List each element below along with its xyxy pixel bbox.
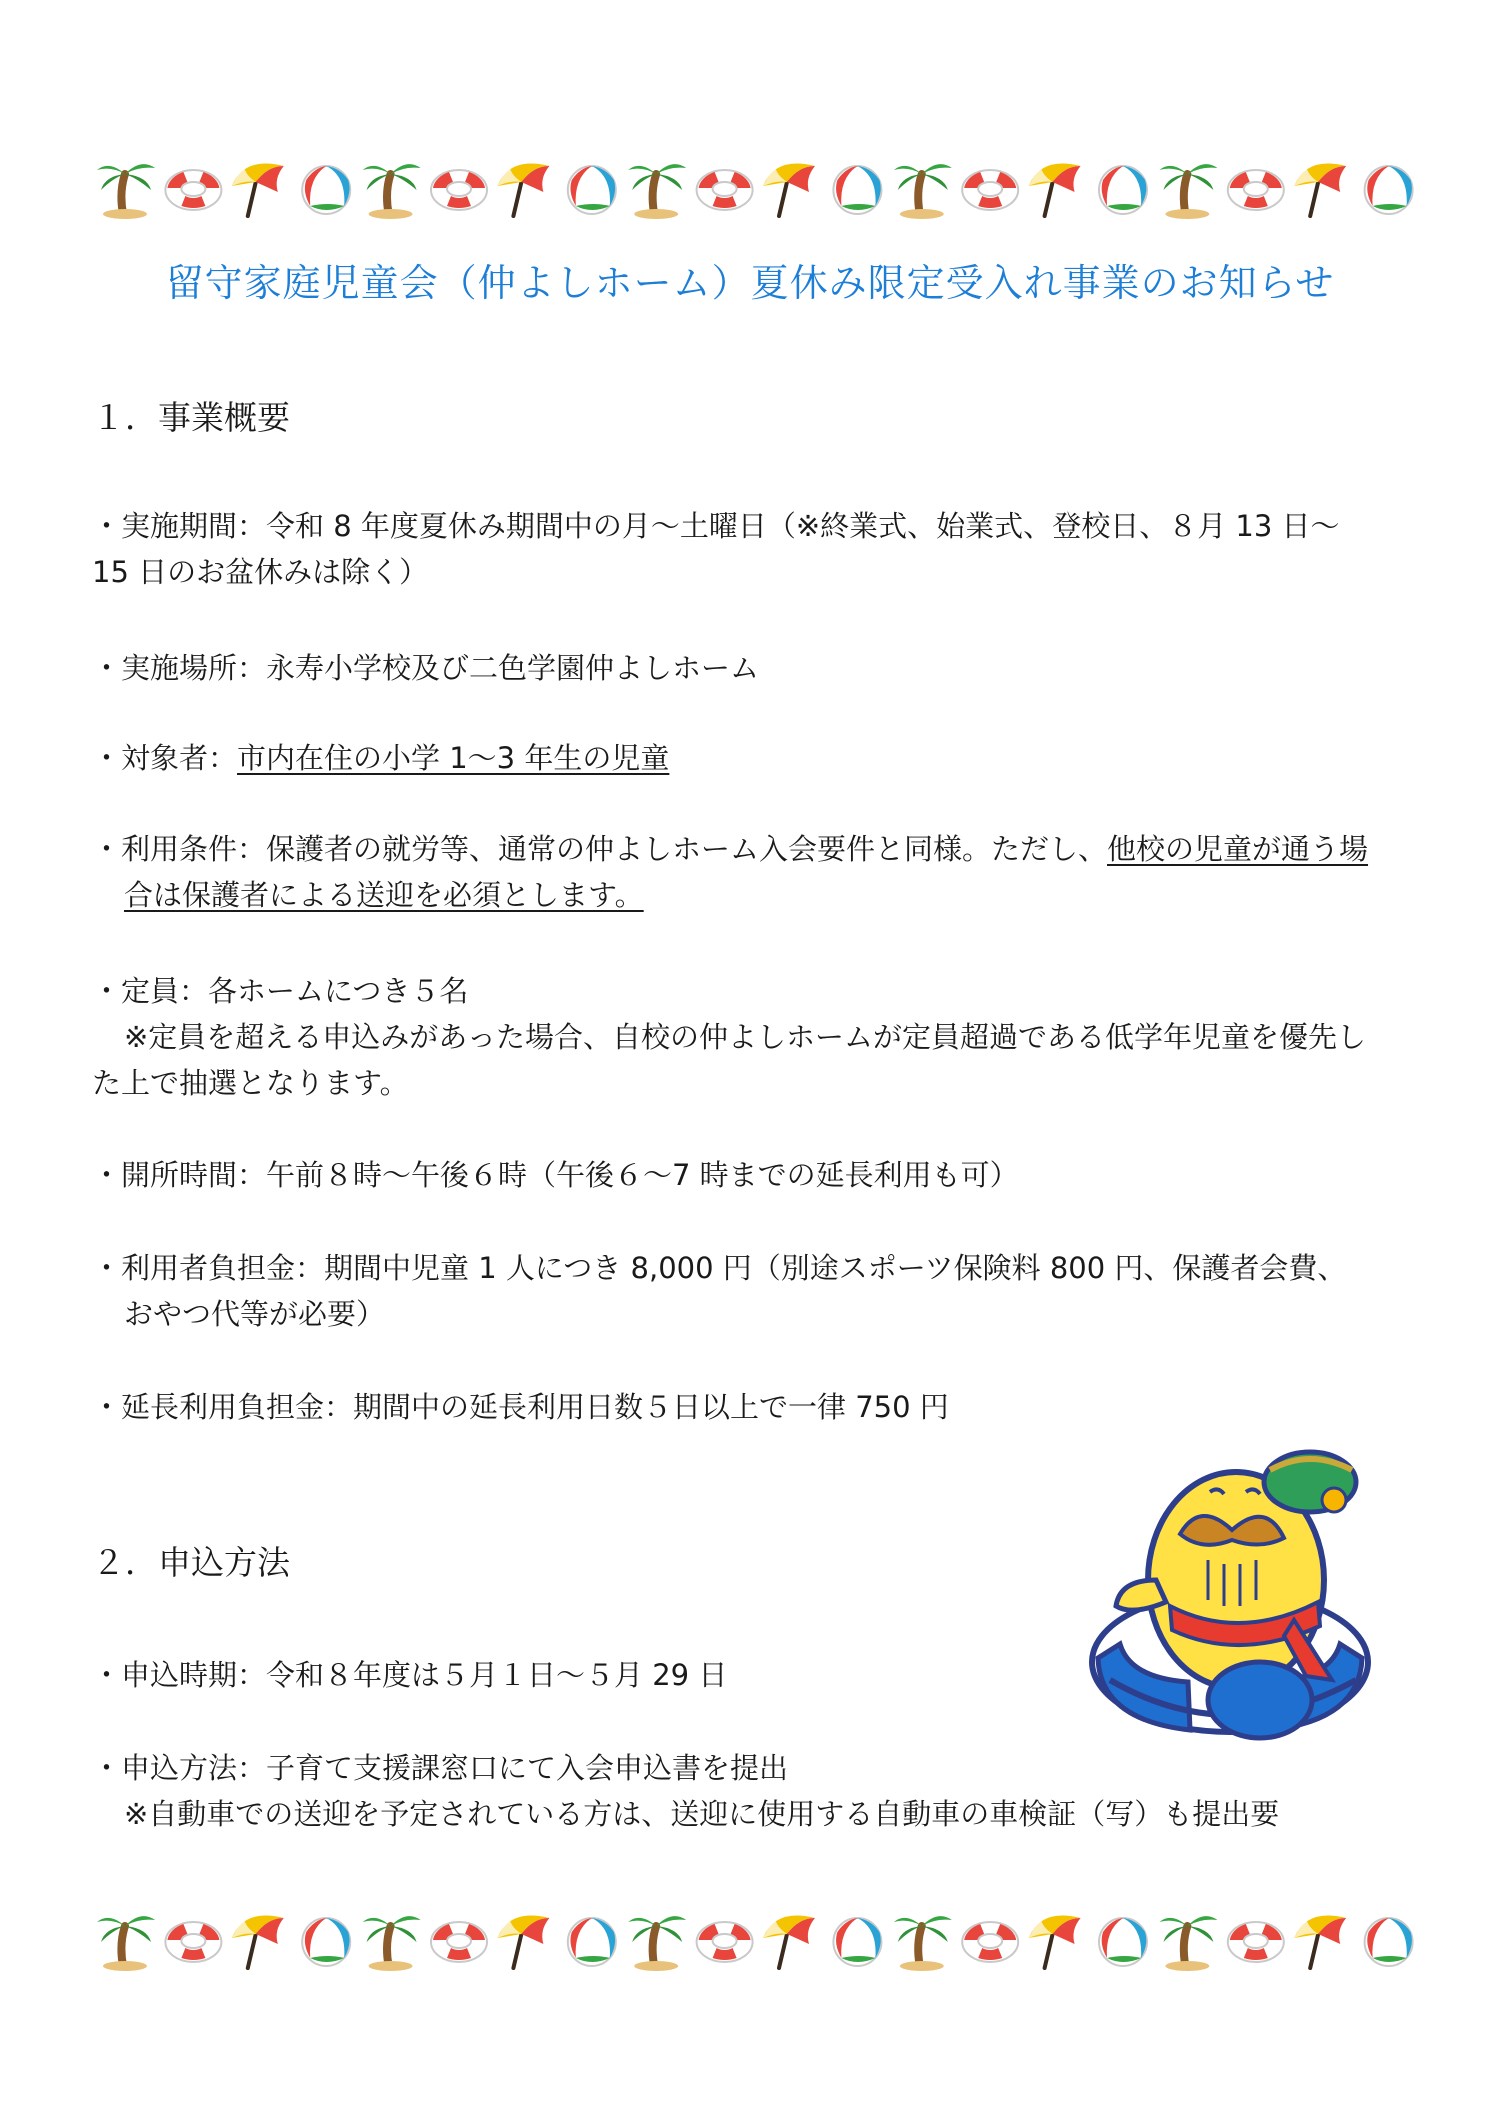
beach-ball-icon (1099, 1918, 1147, 1966)
swim-ring-icon (697, 170, 753, 210)
method-line-1: ・申込方法：子育て支援課窓口にて入会申込書を提出 (92, 1751, 789, 1785)
beach-ball-icon (1365, 166, 1413, 214)
capacity-line-1: ・定員：各ホームにつき５名 (92, 974, 469, 1008)
method-note-line-2: ※自動車での送迎を予定されている方は、送迎に使用する自動車の車検証（写）も提出要 (124, 1797, 1280, 1831)
beach-umbrella-icon (497, 164, 549, 217)
conditions-text: ・利用条件：保護者の就労等、通常の仲よしホーム入会要件と同様。ただし、 (92, 832, 1108, 866)
beach-umbrella-icon (497, 1916, 549, 1969)
place-line: ・実施場所：永寿小学校及び二色学園仲よしホーム (92, 651, 760, 685)
palm-tree-icon (97, 1916, 155, 1971)
swim-ring-icon (962, 1922, 1018, 1962)
conditions-line-2 (92, 872, 1454, 918)
swim-ring-icon (962, 170, 1018, 210)
beach-umbrella-icon (1029, 164, 1081, 217)
period-line-1: ・実施期間：令和 8 年度夏休み期間中の月～土曜日（※終業式、始業式、登校日、８月 13 日～ (92, 509, 1340, 543)
mascot-illustration (1070, 1430, 1390, 1750)
palm-tree-icon (628, 164, 686, 219)
capacity-note-line-2: ※定員を超える申込みがあった場合、自校の仲よしホームが定員超過である低学年児童を優先し (124, 1020, 1367, 1054)
extension-fee-line: ・延長利用負担金：期間中の延長利用日数５日以上で一律 750 円 (92, 1390, 949, 1424)
beach-umbrella-icon (1029, 1916, 1081, 1969)
palm-tree-icon (1159, 1916, 1217, 1971)
swim-ring-icon (165, 170, 221, 210)
swim-ring-icon (1228, 1922, 1284, 1962)
conditions-emphasis-2: 合は保護者による送迎を必須とします。 (124, 878, 644, 912)
swim-ring-icon (1228, 170, 1284, 210)
capacity-note-line-3: た上で抽選となります。 (92, 1066, 409, 1100)
palm-tree-icon (97, 164, 155, 219)
beach-ball-icon (302, 1918, 350, 1966)
beach-ball-icon (568, 1918, 616, 1966)
beach-ball-icon (302, 166, 350, 214)
beach-ball-icon (1365, 1918, 1413, 1966)
beach-umbrella-icon (232, 164, 284, 217)
beach-ball-icon (833, 1918, 881, 1966)
swim-ring-icon (165, 1922, 221, 1962)
beach-umbrella-icon (1294, 164, 1346, 217)
beach-ball-icon (833, 166, 881, 214)
conditions-emphasis-1: 他校の児童が通う場 (1107, 832, 1369, 866)
summer-border-bottom (95, 1904, 1415, 1974)
palm-tree-icon (363, 164, 421, 219)
palm-tree-icon (894, 1916, 952, 1971)
section-heading-application: ２．申込方法 (92, 1543, 290, 1582)
fee-line-2: おやつ代等が必要） (124, 1297, 386, 1331)
beach-umbrella-icon (232, 1916, 284, 1969)
beach-umbrella-icon (1294, 1916, 1346, 1969)
swim-ring-icon (431, 170, 487, 210)
timing-line: ・申込時期：令和８年度は５月１日～５月 29 日 (92, 1658, 728, 1692)
summer-border-top (95, 152, 1415, 222)
target-value: 市内在住の小学 1～3 年生の児童 (237, 741, 670, 775)
beach-umbrella-icon (763, 1916, 815, 1969)
beach-ball-icon (1099, 166, 1147, 214)
palm-tree-icon (894, 164, 952, 219)
beach-ball-icon (568, 166, 616, 214)
beach-umbrella-icon (763, 164, 815, 217)
fee-line-1: ・利用者負担金：期間中児童 1 人につき 8,000 円（別途スポーツ保険料 800 円、保護者会費、 (92, 1251, 1347, 1285)
swim-ring-icon (697, 1922, 753, 1962)
palm-tree-icon (1159, 164, 1217, 219)
palm-tree-icon (628, 1916, 686, 1971)
period-line-2: 15 日のお盆休みは除く） (92, 555, 429, 589)
hours-line: ・開所時間：午前８時～午後６時（午後６～7 時までの延長利用も可） (92, 1158, 1019, 1192)
target-label: ・対象者： (92, 741, 238, 775)
palm-tree-icon (363, 1916, 421, 1971)
conditions-line-1 (92, 826, 1422, 872)
page-title: 留守家庭児童会（仲よしホーム）夏休み限定受入れ事業のお知らせ (165, 261, 1335, 305)
section-heading-overview: １．事業概要 (92, 398, 290, 437)
target-line (92, 735, 1422, 781)
swim-ring-icon (431, 1922, 487, 1962)
